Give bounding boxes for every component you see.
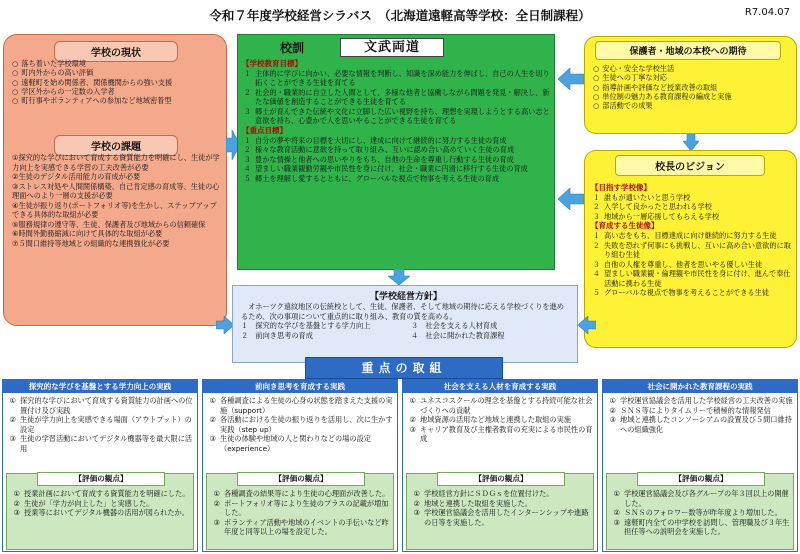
- evaluation-box: [206, 473, 394, 550]
- list-item: ２ 様々な教育活動に意欲を持って取り組み、互いに認め合い高めていく生徒の育成: [243, 145, 515, 154]
- circle-bullet-icon: ○: [12, 87, 19, 97]
- list-item: ○ 単位制の魅力ある教育課程の編成と実施: [593, 92, 732, 102]
- school-issues-heading: 学校の課題: [54, 135, 178, 156]
- list-item: ② 地域資源の活用など地域と連携した取組の実施: [409, 415, 571, 424]
- list-item: １ 誰もが通いたいと思う学校: [592, 192, 691, 202]
- list-item: １ 高い志をもち、目標達成に向け継続的に努力する生徒: [592, 231, 777, 240]
- left-arrow-icon: [558, 68, 584, 90]
- list-item: ４ 望ましい職業観・倫理観や市民性を身に付け、進んで奉仕活動に携わる生徒: [592, 269, 791, 288]
- principal-vision-panel: [584, 150, 797, 348]
- left-arrow-icon: [578, 316, 596, 334]
- school-status-panel: [3, 34, 227, 326]
- initiative-column-academic: [2, 379, 198, 552]
- column-heading: 前向き思考を育成する実践: [203, 380, 397, 393]
- list-item: ③ 生徒の学習活動においてデジタル機器等を最大限に活用: [9, 434, 193, 453]
- list-item: ４ 社会に開かれた教育課程: [411, 330, 505, 340]
- list-item: ④生徒が振り返り(ポートフォリオ等)を生かし、ステップアップできる具体的な取組が必要: [12, 200, 217, 219]
- column-items: [407, 396, 593, 444]
- motto-value: 文武両道: [340, 38, 444, 57]
- list-item: ⑤服務規律の遵守等、生徒、保護者及び地域からの信頼確保: [12, 219, 206, 229]
- list-item: ① 学校運営協議会及び各グループの年３回以上の開催した。: [613, 489, 789, 508]
- list-item: １ 探究的な学びを基盤とする学力向上: [241, 321, 371, 330]
- list-item: ３ 自他の人権を尊重し、他者を思いやる優しい生徒: [592, 259, 763, 269]
- ideal-student-heading: 【育成する生徒像】: [591, 221, 659, 231]
- priority-goals-heading: 【重点目標】: [242, 125, 287, 135]
- circle-bullet-icon: ○: [593, 92, 600, 102]
- list-item: ⑥時間外勤務縮減に向けて具体的な取組が必要: [12, 229, 163, 238]
- list-item: ○ 町行事やボランティアへの参加など地域密着型: [12, 96, 172, 106]
- policy-items: [241, 321, 571, 340]
- list-item: ①探究的な学びにおいて育成する資質能力を明確にし、生徒が学力向上を実感できる学習の工夫改善が必要: [12, 153, 220, 172]
- column-items: [207, 396, 393, 453]
- evaluation-heading: 【評価の観点】: [237, 472, 365, 486]
- list-item: ②生徒のデジタル活用能力の育成が必要: [12, 172, 141, 181]
- expectations-panel: [584, 36, 797, 134]
- list-item: ○ 指導計画や評価など授業改善の取組: [593, 82, 718, 92]
- management-policy-heading: 【学校経営方針】: [369, 292, 442, 302]
- list-item: ① ユネスコスクールの理念を基盤とする持続可能な社会づくりへの貢献: [409, 396, 593, 415]
- evaluation-heading: 【評価の観点】: [437, 472, 565, 486]
- list-item: ２ 失敗を恐れず何事にも挑戦し、互いに高め合い意欲的に取り組む生徒: [592, 240, 791, 259]
- column-heading: 社会に開かれた教育課程の実践: [603, 380, 797, 393]
- expectations-list: [593, 64, 793, 111]
- list-item: ③ 学校運営協議会を活用したインターンシップや進路の日等を実施した。: [413, 508, 589, 527]
- list-item: ２ 社会的・職業的に自立した人間として、多様な他者と協働しながら問題を発見・解決し、新たな価値を創造することができる生徒を育てる: [243, 87, 550, 107]
- evaluation-box: [6, 473, 194, 550]
- education-goals-heading: 【学校教育目標】: [242, 59, 302, 68]
- list-item: ○ 町内外からの高い評価: [12, 68, 94, 78]
- list-item: ② 各活動における生徒の振り返りを活用し、次に生かす実践（step up）: [209, 415, 393, 434]
- list-item: ② 生徒が「学力が向上した」と実感した。: [13, 498, 154, 508]
- left-arrow-icon: [558, 188, 584, 210]
- list-item: ③ 授業等においてデジタル機器の活用が図られたか。: [13, 508, 189, 517]
- list-item: ○ 生徒への丁寧な対応: [593, 73, 667, 83]
- initiative-column-human-resources: [402, 379, 598, 552]
- list-item: ③ストレス対処や人間関係構築、自己肯定感の育成等、生徒の心理面へのより一層の支援が必要: [12, 181, 220, 200]
- education-goals: [242, 59, 552, 183]
- list-item: ① 探究的な学びにおいて育成する資質能力の計画への位置付け及び実践: [9, 396, 193, 415]
- list-item: １ 自分の夢や将来の目標を大切にし、達成に向けて継続的に努力する生徒の育成: [243, 135, 507, 145]
- evaluation-box: [606, 473, 794, 550]
- list-item: ⑦５間口維持等地域との組織的な連携強化が必要: [12, 238, 170, 248]
- down-arrow-icon: [683, 133, 699, 151]
- list-item: ○ 遠軽町を始め関係者、関係機関からの強い支援: [12, 77, 173, 87]
- list-item: ３ 地域から一層応援してもらえる学校: [592, 211, 720, 221]
- list-item: ○ 落ち着いた学校環境: [12, 59, 86, 68]
- circle-bullet-icon: ○: [12, 96, 19, 106]
- key-initiatives-banner: 重点の取組: [305, 357, 503, 379]
- list-item: ② 地域と連携した取組を実施した。: [413, 498, 532, 508]
- management-policy-panel: [232, 285, 578, 363]
- list-item: ② 生徒が学力向上を実感できる場面（アウトプット）の設定: [9, 415, 192, 434]
- list-item: ５ グローバルな視点で物事を考えることができる生徒: [592, 288, 769, 297]
- list-item: ③ 遠軽町内全ての中学校を訪問し、管理職及び３年生担任等への説明会を実施した。: [613, 517, 790, 536]
- circle-bullet-icon: ○: [12, 59, 19, 68]
- principal-vision-heading: 校長のビジョン: [615, 155, 765, 176]
- ideal-school-heading: 【目指す学校像】: [591, 183, 651, 192]
- list-item: ４ 望ましい職業観勤労観や市民性を身に付け、社会・職業に円滑に移行する生徒の育成: [243, 164, 528, 173]
- expectations-heading: 保護者・地域の本校への期待: [595, 41, 781, 60]
- school-motto-panel: [237, 34, 555, 270]
- list-item: ③ 生徒の体験や地域の人と関わりなどの場の設定（experience）: [209, 434, 371, 453]
- evaluation-items: [611, 489, 791, 537]
- current-status-list: [12, 59, 220, 106]
- list-item: ○ 安心・安全な学校生活: [593, 64, 675, 73]
- list-item: ① 学校経営方針にＳＤＧｓを位置付けた。: [413, 489, 554, 498]
- circle-bullet-icon: ○: [593, 73, 600, 83]
- circle-bullet-icon: ○: [593, 64, 600, 73]
- list-item: ２ 前向き思考の育成: [241, 330, 313, 340]
- list-item: ３ 郷土が育んできた伝統や文化に立脚した広い視野を持ち、理想を実現しようとする高い志と意欲を持ち、心豊かで人を思いやることができる生徒を育てる: [243, 106, 550, 126]
- list-item: ① 授業計画において育成する資質能力を明確にした。: [13, 489, 190, 498]
- list-item: ３ 社会を支える人材育成: [411, 321, 498, 330]
- list-item: １ 主体的に学びに向かい、必要な情報を判断し、知識を深め能力を伸ばし、自己の人生を切り拓くことができる生徒を育てる: [243, 68, 550, 88]
- list-item: ５ 郷土を理解し愛するとともに、グローバルな視点で物事を考える生徒の育成: [243, 173, 500, 183]
- circle-bullet-icon: ○: [12, 77, 19, 87]
- column-items: [607, 396, 793, 434]
- list-item: ○ 学区外からの一定数の入学者: [12, 87, 115, 97]
- evaluation-items: [411, 489, 591, 527]
- school-issues-list: [12, 153, 224, 248]
- initiative-column-positive-thinking: [202, 379, 398, 552]
- list-item: ① 各種調査による生徒の心身の状態を踏まえた支援の実施（support）: [209, 396, 393, 415]
- list-item: ③ キャリア教育及び主権者教育の充実による市民性の育成: [409, 424, 593, 443]
- list-item: ② ポートフォリオ等により生徒のプラスの記載が増加した。: [213, 498, 389, 517]
- list-item: ２ 入学して良かったと思われる学校: [592, 202, 712, 212]
- evaluation-items: [11, 489, 191, 518]
- column-heading: 探究的な学びを基盤とする学力向上の実践: [3, 380, 197, 393]
- current-status-heading: 学校の現状: [54, 41, 178, 62]
- circle-bullet-icon: ○: [593, 101, 600, 111]
- column-heading: 社会を支える人材を育成する実践: [403, 380, 597, 393]
- list-item: ○ 部活動での成果: [593, 101, 653, 111]
- document-date: R7.04.07: [744, 7, 790, 18]
- list-item: ③ ボランティア活動や地域のイベントの手伝いなど昨年度と同等以上の場を設定した。: [213, 517, 389, 536]
- list-item: ① 学校運営協議会を活用した学校経営の工夫改善の実施: [609, 396, 793, 405]
- vision-content: [591, 183, 793, 298]
- column-items: [7, 396, 193, 453]
- list-item: ② ＳＮＳのフォロワー数等が昨年度より増加した。: [613, 508, 782, 517]
- page-title: 令和７年度学校経営シラバス （北海道遠軽高等学校：全日制課程）: [209, 8, 591, 23]
- initiative-column-open-curriculum: [602, 379, 798, 552]
- evaluation-heading: 【評価の観点】: [37, 472, 165, 486]
- policy-description: オホーツク遠紋地区の伝統校として、生徒、保護者、そして地域の期待に応える学校づくりを進めるため、次の事項について重点的に取り組み、教育の質を高める。: [241, 302, 564, 321]
- list-item: ① 各種調査の結果等により生徒の心理面が改善した。: [213, 489, 390, 498]
- list-item: ② ＳＮＳ等によりタイムリーで積極的な情報発信: [609, 405, 771, 415]
- evaluation-box: [406, 473, 594, 550]
- down-arrow-icon: [388, 269, 410, 285]
- management-policy-body: [241, 302, 571, 340]
- motto-label: 校訓: [280, 41, 305, 55]
- circle-bullet-icon: ○: [12, 68, 19, 78]
- evaluation-items: [211, 489, 391, 537]
- list-item: ③ 地域と連携したコンソーシアムの設置及び５間口維持への組織強化: [609, 415, 792, 434]
- evaluation-heading: 【評価の観点】: [637, 472, 765, 486]
- list-item: ３ 豊かな情操と他者への思いやりをもち、自他の生命を尊重し行動する生徒の育成: [243, 154, 514, 164]
- circle-bullet-icon: ○: [593, 82, 600, 92]
